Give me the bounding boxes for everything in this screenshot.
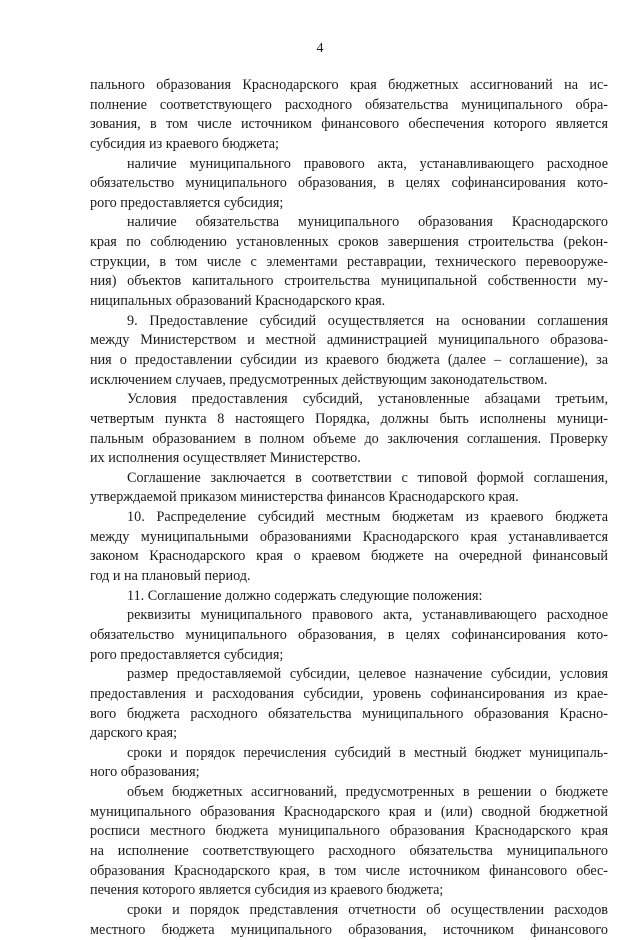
text-line: их исполнения осуществляет Министерство. [90,450,361,467]
text-line: предоставления и расходования субсидии, уровень софинансирования из крае- [90,685,608,702]
text-line: ного образования; [90,764,200,781]
body-text [90,76,608,940]
text-line: на исполнение соответствующего расходного обязательства муниципального [90,842,608,859]
text-line: пального образования Краснодарского края бюджетных ассигнований на ис- [90,77,608,93]
text-line: образования Краснодарского края, в том числе источником финансового обес- [90,862,608,879]
text-line: утверждаемой приказом министерства финансов Краснодарского края. [90,489,519,506]
text-line: между Министерством и местной администрацией муниципального образова- [90,332,608,349]
text-line: законом Краснодарского края о краевом бюджете на очередной финансовый [90,548,608,565]
text-line: сроки и порядок перечисления субсидий в местный бюджет муниципаль- [127,744,608,761]
text-line: росписи местного бюджета муниципального образования Краснодарского края [90,823,608,840]
text-line: ния о предоставлении субсидии из краевого бюджета (далее – соглашение), за [90,351,608,368]
text-line: местного бюджета муниципального образования, источником финансового [90,921,608,938]
text-line: исключением случаев, предусмотренных действующим законодательством. [90,371,548,388]
text-line: вого бюджета расходного обязательства муниципального образования Красно- [90,705,608,722]
text-line: рого предоставляется субсидия; [90,194,284,211]
text-line: дарского края; [90,725,178,742]
text-line: ния) объектов капитального строительства муниципальной собственности му- [90,273,608,290]
text-line: пальным образованием в полном объеме до заключения соглашения. Проверку [90,430,608,447]
text-line: 10. Распределение субсидий местным бюджетам из краевого бюджета [127,509,608,526]
text-line: струкции, в том числе с элементами реставрации, технического перевооруже- [90,253,608,270]
text-line: наличие обязательства муниципального образования Краснодарского [127,214,608,231]
text-line: размер предоставляемой субсидии, целевое назначение субсидии, условия [127,666,608,683]
text-line: Соглашение заключается в соответствии с типовой формой соглашения, [127,469,608,486]
text-line: зования, в том числе источником финансового обеспечения которого является [90,116,608,133]
text-line: печения которого является субсидия из краевого бюджета; [90,882,444,899]
text-line: объем бюджетных ассигнований, предусмотренных в решении о бюджете [127,784,608,801]
text-line: сроки и порядок представления отчетности об осуществлении расходов [127,901,608,918]
text-line: обязательство муниципального образования, в целях софинансирования кото- [90,175,608,192]
text-line: год и на плановый период. [90,568,251,585]
text-line: муниципального образования Краснодарского края и (или) сводной бюджетной [90,803,608,820]
text-line: четвертым пункта 8 настоящего Порядка, должны быть исполнены муници- [90,410,608,427]
text-line: между муниципальными образованиями Краснодарского края устанавливается [90,528,608,545]
text-line: Условия предоставления субсидий, установленные абзацами третьим, [127,391,608,408]
text-line: края по соблюдению установленных сроков завершения строительства (реkон- [90,234,608,251]
text-line: рого предоставляется субсидия; [90,646,284,663]
text-line: наличие муниципального правового акта, устанавливающего расходное [127,155,608,172]
page-number: 4 [316,41,324,56]
text-line: 9. Предоставление субсидий осуществляется на основании соглашения [127,312,608,329]
text-line: реквизиты муниципального правового акта, устанавливающего расходное [127,607,608,624]
text-line: субсидия из краевого бюджета; [90,135,279,152]
text-line: 11. Соглашение должно содержать следующие положения: [127,587,483,604]
text-line: обязательство муниципального образования, в целях софинансирования кото- [90,626,608,643]
text-line: полнение соответствующего расходного обязательства муниципального обра- [90,96,608,113]
text-line: ниципальных образований Краснодарского края. [90,293,386,310]
